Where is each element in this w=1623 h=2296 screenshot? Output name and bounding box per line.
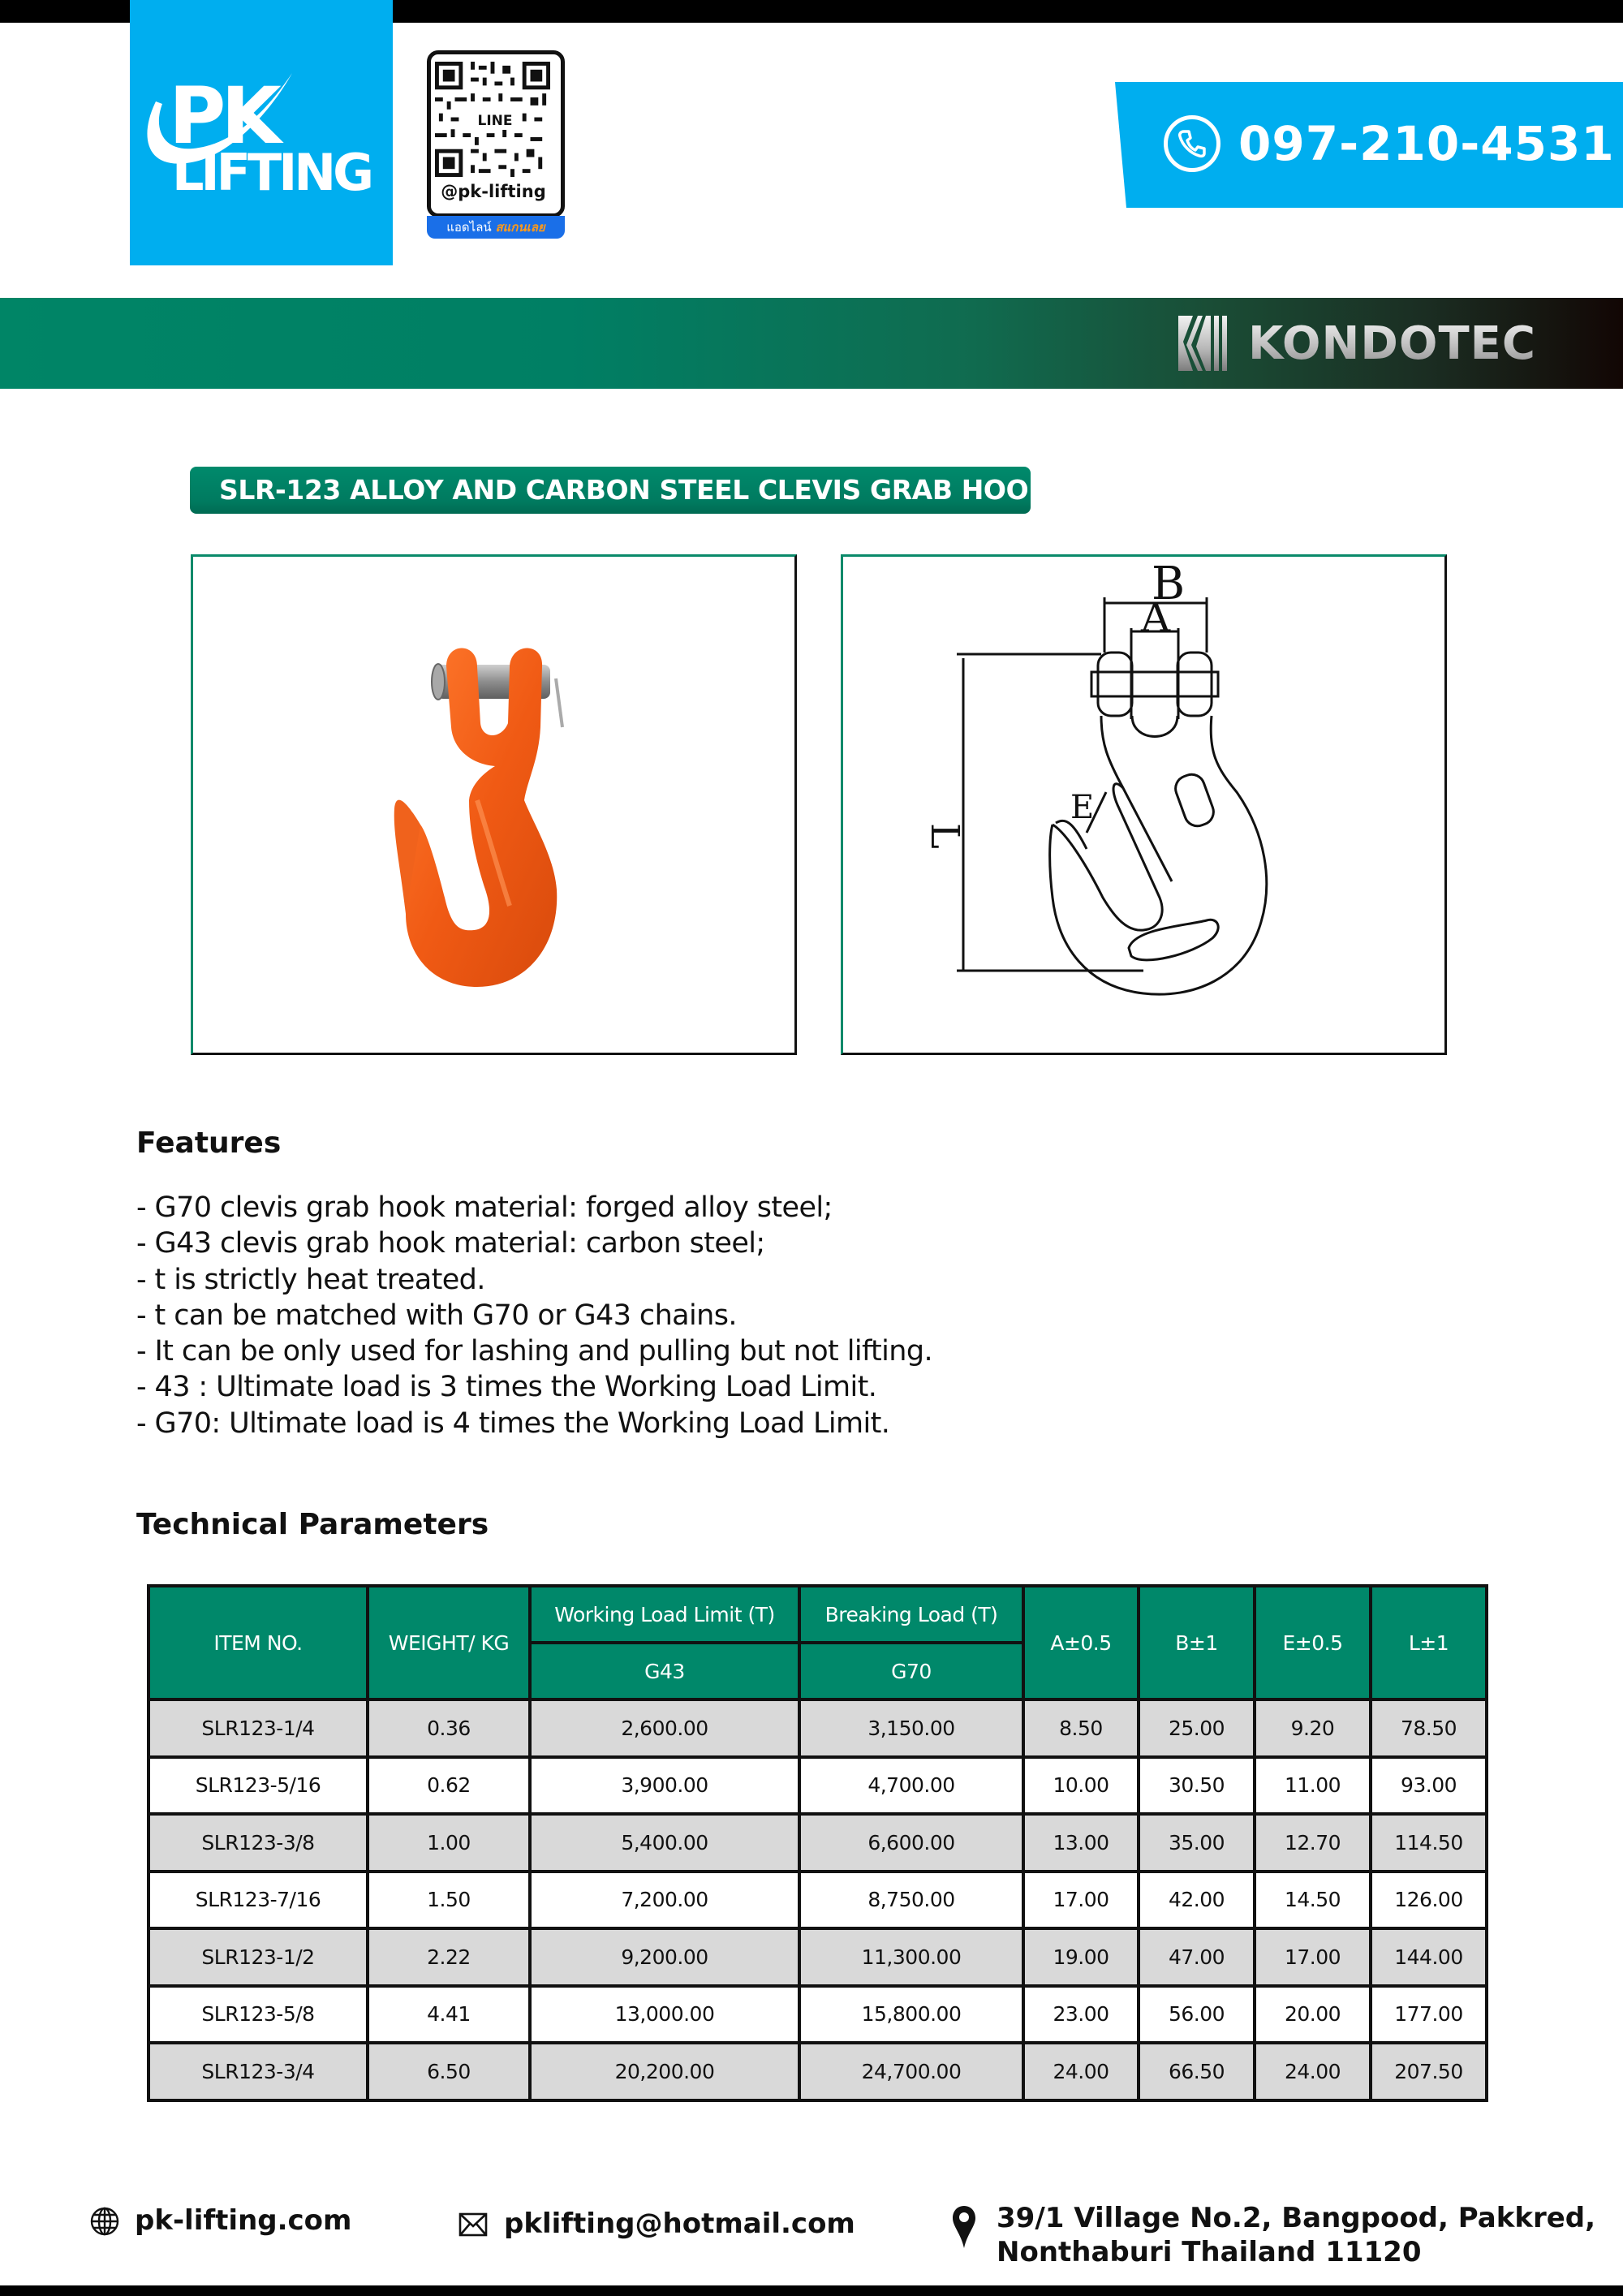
kondotec-logo bbox=[1175, 312, 1536, 374]
cell-e: 11.00 bbox=[1255, 1757, 1371, 1815]
cell-l: 126.00 bbox=[1371, 1872, 1487, 1929]
dimension-diagram bbox=[843, 557, 1444, 1053]
cell-breaking-load: 11,300.00 bbox=[799, 1928, 1023, 1986]
footer-email[interactable] bbox=[458, 2208, 855, 2240]
cell-breaking-load: 6,600.00 bbox=[799, 1814, 1023, 1872]
pk-lifting-logo bbox=[130, 0, 393, 265]
qr-cta-highlight: สแกนเลย bbox=[495, 220, 545, 235]
address-line-1: 39/1 Village No.2, Bangpood, Pakkred, bbox=[997, 2202, 1596, 2234]
table-body bbox=[149, 1699, 1487, 2100]
cell-e: 24.00 bbox=[1255, 2043, 1371, 2100]
features-heading: Features bbox=[136, 1126, 282, 1160]
cell-l: 78.50 bbox=[1371, 1699, 1487, 1757]
cell-breaking-load: 4,700.00 bbox=[799, 1757, 1023, 1815]
cell-a: 13.00 bbox=[1023, 1814, 1139, 1872]
cell-item-no: SLR123-3/8 bbox=[149, 1814, 368, 1872]
table-row bbox=[149, 1872, 1487, 1929]
footer-address bbox=[951, 2201, 1595, 2269]
table-header-row bbox=[149, 1586, 1487, 1643]
cell-item-no: SLR123-3/4 bbox=[149, 2043, 368, 2100]
cell-l: 114.50 bbox=[1371, 1814, 1487, 1872]
cell-a: 24.00 bbox=[1023, 2043, 1139, 2100]
feature-item: - G43 clevis grab hook material: carbon steel; bbox=[136, 1227, 765, 1260]
cell-weight: 4.41 bbox=[368, 1986, 530, 2044]
cell-weight: 6.50 bbox=[368, 2043, 530, 2100]
cell-breaking-load: 24,700.00 bbox=[799, 2043, 1023, 2100]
cell-breaking-load: 3,150.00 bbox=[799, 1699, 1023, 1757]
svg-text:A: A bbox=[1141, 594, 1171, 641]
line-handle: @pk-lifting bbox=[441, 182, 546, 201]
col-subheader-g43: G43 bbox=[530, 1643, 799, 1699]
table-row bbox=[149, 1757, 1487, 1815]
technical-parameters-heading: Technical Parameters bbox=[136, 1508, 489, 1541]
footer-website[interactable] bbox=[89, 2204, 351, 2237]
cell-l: 177.00 bbox=[1371, 1986, 1487, 2044]
svg-text:L: L bbox=[922, 823, 967, 849]
kondotec-wordmark: KONDOTEC bbox=[1248, 317, 1536, 370]
cell-weight: 0.36 bbox=[368, 1699, 530, 1757]
phone-number-link[interactable]: 097-210-4531 bbox=[1238, 116, 1615, 171]
table-row bbox=[149, 1699, 1487, 1757]
product-title: SLR-123 ALLOY AND CARBON STEEL CLEVIS GRAB HOOK bbox=[219, 474, 1049, 506]
feature-item: - G70: Ultimate load is 4 times the Working Load Limit. bbox=[136, 1406, 890, 1440]
email-link[interactable]: pklifting@hotmail.com bbox=[504, 2208, 855, 2240]
phone-icon bbox=[1164, 115, 1220, 172]
svg-text:LIFTING: LIFTING bbox=[172, 143, 372, 202]
feature-item: - G70 clevis grab hook material: forged alloy steel; bbox=[136, 1191, 833, 1224]
cell-e: 14.50 bbox=[1255, 1872, 1371, 1929]
table-row bbox=[149, 1986, 1487, 2044]
cell-working-load-limit: 2,600.00 bbox=[530, 1699, 799, 1757]
cell-item-no: SLR123-7/16 bbox=[149, 1872, 368, 1929]
qr-line-label: LINE bbox=[471, 112, 519, 130]
cell-working-load-limit: 20,200.00 bbox=[530, 2043, 799, 2100]
cell-working-load-limit: 3,900.00 bbox=[530, 1757, 799, 1815]
col-header-working-load-limit: Working Load Limit (T) bbox=[530, 1586, 799, 1643]
cell-weight: 1.50 bbox=[368, 1872, 530, 1929]
cell-e: 17.00 bbox=[1255, 1928, 1371, 1986]
address-line-2: Nonthaburi Thailand 11120 bbox=[997, 2236, 1422, 2268]
cell-a: 10.00 bbox=[1023, 1757, 1139, 1815]
qr-scan-cta bbox=[427, 216, 565, 239]
cell-a: 17.00 bbox=[1023, 1872, 1139, 1929]
cell-e: 20.00 bbox=[1255, 1986, 1371, 2044]
feature-item: - It can be only used for lashing and pulling but not lifting. bbox=[136, 1335, 933, 1368]
cell-e: 9.20 bbox=[1255, 1699, 1371, 1757]
cell-item-no: SLR123-5/16 bbox=[149, 1757, 368, 1815]
svg-text:E: E bbox=[1070, 789, 1095, 826]
product-photo-panel bbox=[191, 554, 797, 1055]
col-header-a: A±0.5 bbox=[1023, 1586, 1139, 1699]
feature-item: - t can be matched with G70 or G43 chains. bbox=[136, 1299, 737, 1332]
cell-b: 25.00 bbox=[1139, 1699, 1255, 1757]
dimension-diagram-panel bbox=[841, 554, 1447, 1055]
cell-l: 144.00 bbox=[1371, 1928, 1487, 1986]
cell-item-no: SLR123-1/2 bbox=[149, 1928, 368, 1986]
cell-a: 23.00 bbox=[1023, 1986, 1139, 2044]
cell-e: 12.70 bbox=[1255, 1814, 1371, 1872]
table-row bbox=[149, 1928, 1487, 1986]
cell-breaking-load: 8,750.00 bbox=[799, 1872, 1023, 1929]
feature-item: - 43 : Ultimate load is 3 times the Working Load Limit. bbox=[136, 1371, 877, 1404]
cell-b: 56.00 bbox=[1139, 1986, 1255, 2044]
cell-b: 30.50 bbox=[1139, 1757, 1255, 1815]
qr-cta-prefix: แอดไลน์ bbox=[446, 220, 492, 235]
cell-a: 8.50 bbox=[1023, 1699, 1139, 1757]
product-photo bbox=[193, 557, 794, 1053]
col-header-b: B±1 bbox=[1139, 1586, 1255, 1699]
cell-working-load-limit: 5,400.00 bbox=[530, 1814, 799, 1872]
col-header-l: L±1 bbox=[1371, 1586, 1487, 1699]
cell-weight: 0.62 bbox=[368, 1757, 530, 1815]
envelope-icon bbox=[458, 2212, 488, 2237]
website-link[interactable]: pk-lifting.com bbox=[135, 2204, 352, 2237]
col-header-weight: WEIGHT/ KG bbox=[368, 1586, 530, 1699]
kondotec-emblem-icon bbox=[1175, 312, 1237, 374]
cell-working-load-limit: 13,000.00 bbox=[530, 1986, 799, 2044]
pk-lifting-logo-mark bbox=[130, 0, 393, 265]
col-header-breaking-load: Breaking Load (T) bbox=[799, 1586, 1023, 1643]
cell-breaking-load: 15,800.00 bbox=[799, 1986, 1023, 2044]
map-pin-icon bbox=[951, 2204, 977, 2250]
table-row bbox=[149, 2043, 1487, 2100]
feature-item: - t is strictly heat treated. bbox=[136, 1263, 485, 1296]
cell-item-no: SLR123-1/4 bbox=[149, 1699, 368, 1757]
phone-handset-glyph bbox=[1176, 127, 1208, 160]
cell-l: 93.00 bbox=[1371, 1757, 1487, 1815]
svg-text:B: B bbox=[1152, 558, 1186, 610]
cell-a: 19.00 bbox=[1023, 1928, 1139, 1986]
cell-b: 42.00 bbox=[1139, 1872, 1255, 1929]
line-qr-code[interactable] bbox=[424, 50, 568, 239]
col-header-item-no: ITEM NO. bbox=[149, 1586, 368, 1699]
svg-text:PK: PK bbox=[169, 71, 277, 162]
cell-b: 47.00 bbox=[1139, 1928, 1255, 1986]
features-list bbox=[136, 1190, 932, 1441]
cell-weight: 2.22 bbox=[368, 1928, 530, 1986]
cell-l: 207.50 bbox=[1371, 2043, 1487, 2100]
cell-working-load-limit: 7,200.00 bbox=[530, 1872, 799, 1929]
cell-weight: 1.00 bbox=[368, 1814, 530, 1872]
technical-parameters-table bbox=[147, 1584, 1488, 2102]
bottom-bar bbox=[0, 2285, 1623, 2296]
col-subheader-g70: G70 bbox=[799, 1643, 1023, 1699]
cell-b: 66.50 bbox=[1139, 2043, 1255, 2100]
col-header-e: E±0.5 bbox=[1255, 1586, 1371, 1699]
table-row bbox=[149, 1814, 1487, 1872]
globe-icon bbox=[89, 2206, 120, 2237]
cell-working-load-limit: 9,200.00 bbox=[530, 1928, 799, 1986]
cell-item-no: SLR123-5/8 bbox=[149, 1986, 368, 2044]
cell-b: 35.00 bbox=[1139, 1814, 1255, 1872]
